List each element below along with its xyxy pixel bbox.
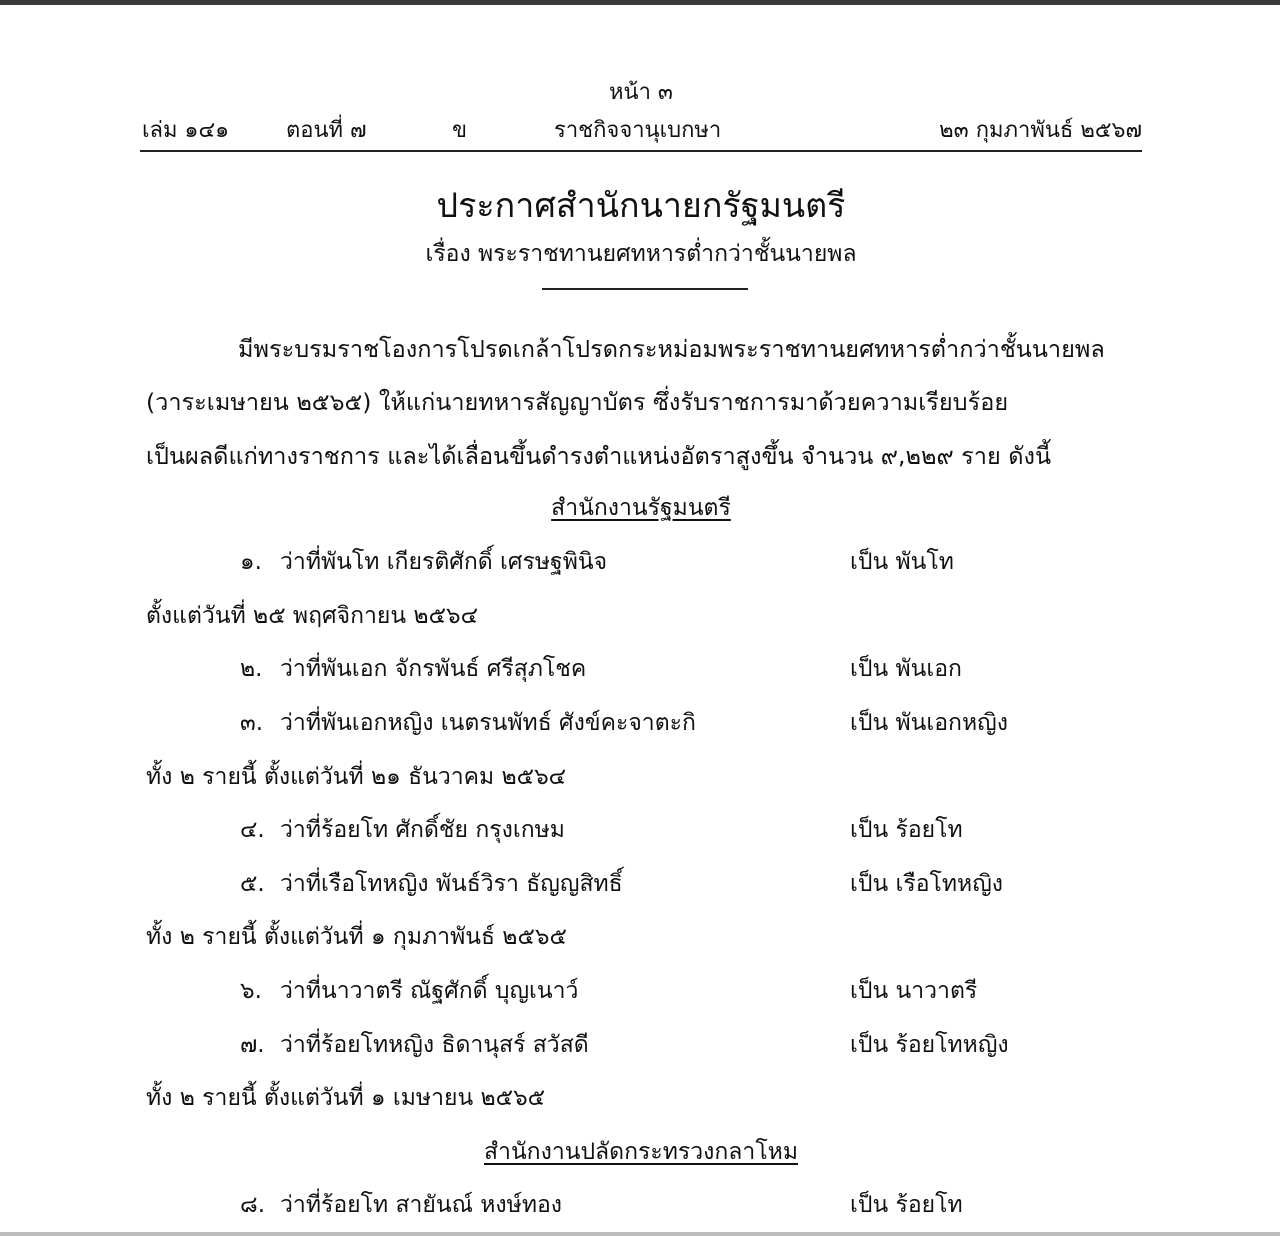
entry-rank: เป็น พันเอก	[850, 656, 962, 682]
intro-line: เป็นผลดีแก่ทางราชการ และได้เลื่อนขึ้นดำรงตำแหน่งอัตราสูงขึ้น จำนวน ๙,๒๒๙ ราย ดังนี้	[146, 442, 1052, 470]
volume-number: เล่ม ๑๔๑	[142, 118, 230, 143]
entry-rank: เป็น เรือโทหญิง	[850, 871, 1004, 897]
entry-name: ว่าที่พันเอก จักรพันธ์ ศรีสุภโชค	[280, 656, 587, 682]
intro-line: มีพระบรมราชโองการโปรดเกล้าโปรดกระหม่อมพระราชทานยศทหารต่ำกว่าชั้นนายพล	[238, 335, 1105, 363]
effective-date: ทั้ง ๒ รายนี้ ตั้งแต่วันที่ ๒๑ ธันวาคม ๒๕๖๔	[146, 764, 567, 790]
intro-line: (วาระเมษายน ๒๕๖๕) ให้แก่นายทหารสัญญาบัตร ซึ่งรับราชการมาด้วยความเรียบร้อย	[146, 388, 1009, 416]
entry-name: ว่าที่เรือโทหญิง พันธ์วิรา ธัญญสิทธิ์	[280, 871, 623, 897]
entry-name: ว่าที่นาวาตรี ณัฐศักดิ์ บุญเนาว์	[280, 978, 579, 1004]
entry-name: ว่าที่ร้อยโท สายันณ์ หงษ์ทอง	[280, 1192, 563, 1218]
section-heading: สำนักงานรัฐมนตรี	[551, 495, 731, 521]
announcement-title: ประกาศสำนักนายกรัฐมนตรี	[436, 186, 846, 226]
publication-date: ๒๓ กุมภาพันธ์ ๒๕๖๗	[939, 118, 1142, 143]
entry-name: ว่าที่พันโท เกียรติศักดิ์ เศรษฐพินิจ	[280, 549, 608, 575]
header-divider	[140, 150, 1142, 152]
section-heading: สำนักงานปลัดกระทรวงกลาโหม	[483, 1139, 798, 1165]
issue-part: ข	[452, 118, 468, 143]
gazette-page	[140, 0, 1142, 1236]
effective-date: ทั้ง ๒ รายนี้ ตั้งแต่วันที่ ๑ เมษายน ๒๕๖๕	[146, 1085, 546, 1111]
entry-rank: เป็น ร้อยโท	[850, 1192, 963, 1218]
entry-number: ๗.	[240, 1032, 265, 1058]
effective-date: ตั้งแต่วันที่ ๒๕ พฤศจิกายน ๒๕๖๔	[146, 603, 479, 629]
entry-rank: เป็น ร้อยโท	[850, 817, 963, 843]
entry-number: ๔.	[240, 817, 265, 843]
entry-number: ๑.	[240, 549, 262, 575]
entry-number: ๓.	[240, 710, 264, 736]
window-bottom-edge	[0, 1232, 1280, 1236]
title-divider	[542, 288, 748, 290]
issue-number: ตอนที่ ๗	[286, 118, 367, 143]
entry-name: ว่าที่พันเอกหญิง เนตรนพัทธ์ ศังข์คะจาตะกิ	[280, 710, 696, 736]
entry-rank: เป็น ร้อยโทหญิง	[850, 1032, 1009, 1058]
entry-number: ๖.	[240, 978, 262, 1004]
effective-date: ทั้ง ๒ รายนี้ ตั้งแต่วันที่ ๑ กุมภาพันธ์ ๒๕๖๕	[146, 924, 567, 950]
entry-number: ๕.	[240, 871, 265, 897]
entry-rank: เป็น นาวาตรี	[850, 978, 978, 1004]
entry-number: ๒.	[240, 656, 263, 682]
entry-rank: เป็น พันโท	[850, 549, 954, 575]
page-number: หน้า ๓	[609, 80, 673, 105]
entry-name: ว่าที่ร้อยโท ศักดิ์ชัย กรุงเกษม	[280, 817, 565, 843]
entry-number: ๘.	[240, 1192, 266, 1218]
announcement-subject: เรื่อง พระราชทานยศทหารต่ำกว่าชั้นนายพล	[425, 241, 857, 267]
gazette-name: ราชกิจจานุเบกษา	[554, 118, 722, 143]
entry-rank: เป็น พันเอกหญิง	[850, 710, 1008, 736]
entry-name: ว่าที่ร้อยโทหญิง ธิดานุสร์ สวัสดี	[280, 1032, 589, 1058]
